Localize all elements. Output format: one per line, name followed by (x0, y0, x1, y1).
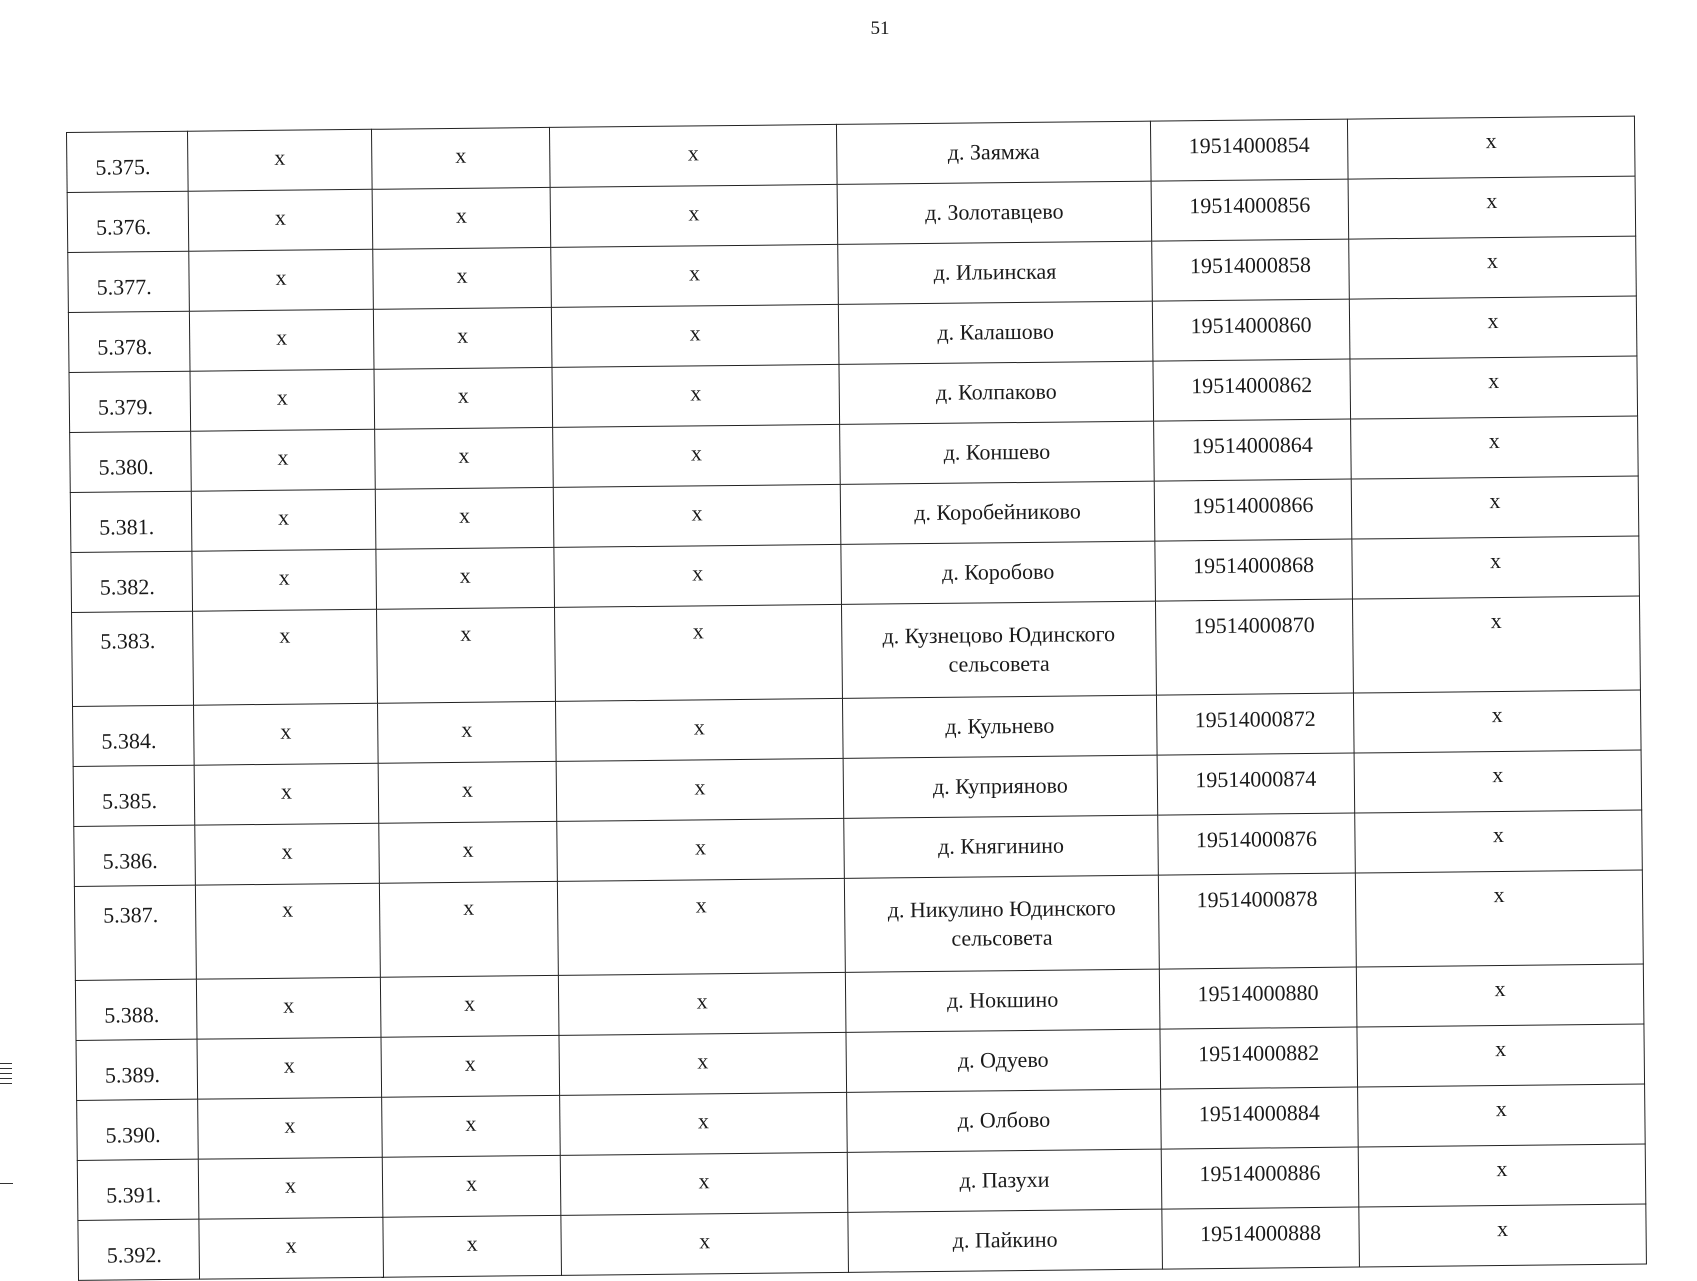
empty-mark-cell: x (557, 878, 845, 975)
oktmo-code-cell: 19514000862 (1153, 359, 1351, 421)
empty-mark-cell: x (196, 977, 381, 1039)
empty-mark-cell: x (191, 489, 376, 551)
empty-mark-cell: x (560, 1152, 848, 1215)
row-number-cell: 5.381. (70, 491, 192, 552)
registry-table-body (67, 116, 1647, 1280)
row-number-cell: 5.387. (74, 885, 196, 980)
settlement-name-cell: д. Кульнево (842, 695, 1157, 758)
oktmo-code-cell: 19514000888 (1162, 1207, 1360, 1269)
empty-mark-cell: x (383, 1215, 562, 1277)
scan-margin-mark (0, 1063, 12, 1088)
empty-mark-cell: x (560, 1092, 848, 1155)
oktmo-code-cell: 19514000860 (1152, 299, 1350, 361)
empty-mark-cell: x (198, 1157, 383, 1219)
empty-mark-cell: x (1347, 116, 1635, 179)
row-number-cell: 5.388. (75, 979, 197, 1040)
empty-mark-cell: x (191, 429, 376, 491)
empty-mark-cell: x (559, 1032, 847, 1095)
empty-mark-cell: x (561, 1212, 849, 1275)
row-number-cell: 5.391. (77, 1159, 199, 1220)
oktmo-code-cell: 19514000872 (1156, 693, 1354, 755)
empty-mark-cell: x (1351, 476, 1639, 539)
oktmo-code-cell: 19514000886 (1161, 1147, 1359, 1209)
row-number-cell: 5.382. (71, 551, 193, 612)
row-number-cell: 5.379. (69, 371, 191, 432)
empty-mark-cell: x (1351, 416, 1639, 479)
empty-mark-cell: x (371, 127, 550, 189)
settlement-name-cell: д. Нокшино (845, 969, 1160, 1032)
empty-mark-cell: x (197, 1037, 382, 1099)
settlement-name-cell: д. Пазухи (847, 1149, 1162, 1212)
empty-mark-cell: x (373, 247, 552, 309)
empty-mark-cell: x (1352, 536, 1640, 599)
oktmo-code-cell: 19514000876 (1158, 813, 1356, 875)
row-number-cell: 5.376. (67, 191, 189, 252)
empty-mark-cell: x (1348, 176, 1636, 239)
empty-mark-cell: x (195, 883, 380, 979)
scan-margin-dash (0, 1183, 13, 1184)
empty-mark-cell: x (189, 249, 374, 311)
oktmo-code-cell: 19514000858 (1152, 239, 1350, 301)
row-number-cell: 5.386. (74, 825, 196, 886)
empty-mark-cell: x (551, 244, 839, 307)
empty-mark-cell: x (1358, 1144, 1646, 1207)
empty-mark-cell: x (1354, 750, 1642, 813)
settlement-name-cell: д. Коробейниково (840, 481, 1155, 544)
oktmo-code-cell: 19514000874 (1157, 753, 1355, 815)
empty-mark-cell: x (1359, 1204, 1647, 1267)
settlement-name-cell: д. Куприяново (843, 755, 1158, 818)
empty-mark-cell: x (189, 309, 374, 371)
empty-mark-cell: x (194, 703, 379, 765)
row-number-cell: 5.378. (68, 311, 190, 372)
settlement-name-cell: д. Олбово (847, 1089, 1162, 1152)
empty-mark-cell: x (381, 1035, 560, 1097)
settlement-name-cell: д. Золотавцево (837, 181, 1152, 244)
empty-mark-cell: x (552, 364, 840, 427)
oktmo-code-cell: 19514000856 (1151, 179, 1349, 241)
row-number-cell: 5.375. (67, 131, 189, 192)
oktmo-code-cell: 19514000864 (1154, 419, 1352, 481)
row-number-cell: 5.389. (76, 1039, 198, 1100)
settlement-name-cell: д. Одуево (846, 1029, 1161, 1092)
empty-mark-cell: x (557, 818, 845, 881)
empty-mark-cell: x (1353, 690, 1641, 753)
oktmo-code-cell: 19514000882 (1160, 1027, 1358, 1089)
oktmo-code-cell: 19514000854 (1150, 119, 1348, 181)
empty-mark-cell: x (187, 129, 372, 191)
empty-mark-cell: x (554, 544, 842, 607)
row-number-cell: 5.384. (73, 705, 195, 766)
empty-mark-cell: x (190, 369, 375, 431)
settlement-name-cell: д. Пайкино (848, 1209, 1163, 1272)
settlement-name-cell: д. Заямжа (836, 121, 1151, 184)
row-number-cell: 5.392. (78, 1219, 200, 1280)
empty-mark-cell: x (375, 487, 554, 549)
empty-mark-cell: x (199, 1217, 384, 1279)
empty-mark-cell: x (376, 547, 555, 609)
empty-mark-cell: x (375, 427, 554, 489)
empty-mark-cell: x (558, 972, 846, 1035)
row-number-cell: 5.380. (70, 431, 192, 492)
settlement-name-cell: д. Калашово (838, 301, 1153, 364)
settlement-name-cell: д. Коробово (841, 541, 1156, 604)
oktmo-code-cell: 19514000870 (1155, 599, 1353, 695)
settlement-name-cell: д. Ильинская (838, 241, 1153, 304)
row-number-cell: 5.385. (73, 765, 195, 826)
empty-mark-cell: x (1357, 1024, 1645, 1087)
empty-mark-cell: x (198, 1097, 383, 1159)
empty-mark-cell: x (377, 701, 556, 763)
empty-mark-cell: x (1349, 296, 1637, 359)
table-row (72, 596, 1641, 706)
empty-mark-cell: x (382, 1095, 561, 1157)
empty-mark-cell: x (1358, 1084, 1646, 1147)
oktmo-code-cell: 19514000880 (1159, 967, 1357, 1029)
oktmo-code-cell: 19514000866 (1154, 479, 1352, 541)
row-number-cell: 5.383. (72, 611, 194, 706)
empty-mark-cell: x (553, 424, 841, 487)
empty-mark-cell: x (380, 975, 559, 1037)
row-number-cell: 5.390. (77, 1099, 199, 1160)
empty-mark-cell: x (1352, 596, 1640, 693)
empty-mark-cell: x (553, 484, 841, 547)
empty-mark-cell: x (382, 1155, 561, 1217)
empty-mark-cell: x (192, 549, 377, 611)
empty-mark-cell: x (193, 609, 378, 705)
empty-mark-cell: x (1350, 356, 1638, 419)
settlement-name-cell: д. Колпаково (839, 361, 1154, 424)
empty-mark-cell: x (555, 604, 843, 701)
empty-mark-cell: x (1355, 810, 1643, 873)
empty-mark-cell: x (549, 124, 837, 187)
empty-mark-cell: x (379, 881, 558, 977)
settlement-name-cell: д. Коншево (840, 421, 1155, 484)
empty-mark-cell: x (188, 189, 373, 251)
empty-mark-cell: x (372, 187, 551, 249)
empty-mark-cell: x (550, 184, 838, 247)
empty-mark-cell: x (195, 823, 380, 885)
oktmo-code-cell: 19514000884 (1161, 1087, 1359, 1149)
registry-table-wrapper (66, 116, 1646, 1281)
empty-mark-cell: x (373, 307, 552, 369)
settlement-name-cell: д. Княгинино (844, 815, 1159, 878)
empty-mark-cell: x (1349, 236, 1637, 299)
empty-mark-cell: x (556, 758, 844, 821)
empty-mark-cell: x (377, 607, 556, 703)
oktmo-code-cell: 19514000868 (1155, 539, 1353, 601)
table-row (74, 870, 1643, 980)
empty-mark-cell: x (555, 698, 843, 761)
empty-mark-cell: x (1355, 870, 1643, 967)
empty-mark-cell: x (551, 304, 839, 367)
empty-mark-cell: x (1356, 964, 1644, 1027)
settlement-registry-table (66, 116, 1647, 1281)
page-number: 51 (870, 18, 890, 39)
empty-mark-cell: x (378, 761, 557, 823)
empty-mark-cell: x (194, 763, 379, 825)
row-number-cell: 5.377. (68, 251, 190, 312)
settlement-name-cell: д. Кузнецово Юдинского сельсовета (841, 601, 1156, 698)
empty-mark-cell: x (374, 367, 553, 429)
oktmo-code-cell: 19514000878 (1158, 873, 1356, 969)
settlement-name-cell: д. Никулино Юдинского сельсовета (844, 875, 1159, 972)
empty-mark-cell: x (379, 821, 558, 883)
